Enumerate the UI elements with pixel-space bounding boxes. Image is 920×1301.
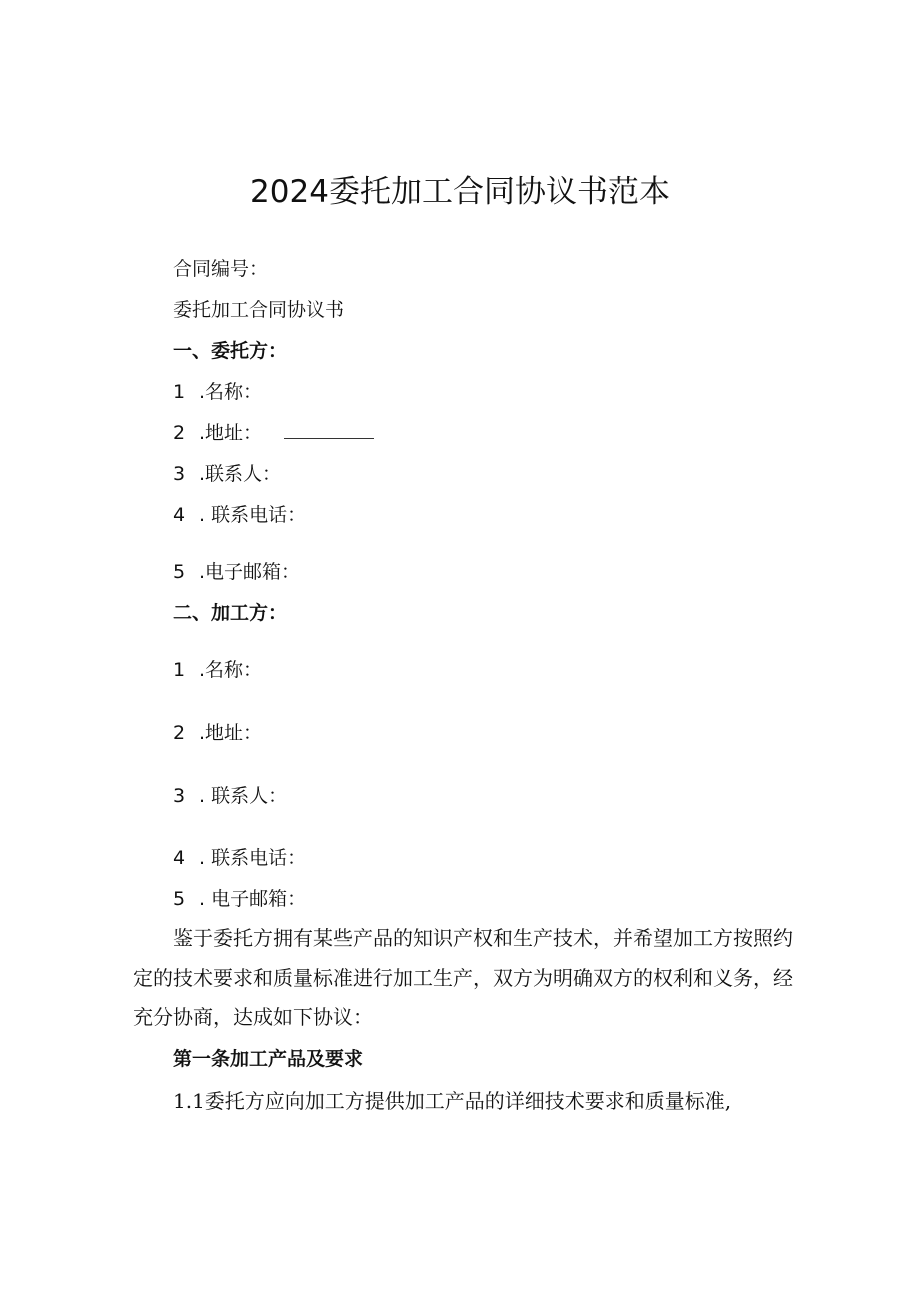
item-label: . 联系电话：	[199, 847, 307, 869]
item-label: .名称：	[199, 659, 263, 681]
item-number: 2	[173, 722, 186, 744]
party-a-item-email	[173, 559, 300, 585]
party-b-heading: 二、加工方：	[173, 602, 288, 624]
party-b-item-email	[173, 886, 306, 912]
party-a-item-address	[173, 420, 374, 446]
item-number: 4	[173, 504, 186, 526]
party-a-heading: 一、委托方：	[173, 340, 288, 362]
item-number: 4	[173, 847, 186, 869]
party-a-item-name	[173, 379, 262, 405]
document-title: 2024委托加工合同协议书范本	[250, 174, 670, 210]
item-label: .电子邮箱：	[199, 561, 301, 583]
item-label: . 联系人：	[199, 785, 288, 807]
party-b-item-address	[173, 720, 262, 746]
document-subtitle: 委托加工合同协议书	[173, 299, 345, 321]
article-1-heading: 第一条加工产品及要求	[173, 1048, 364, 1070]
fill-in-blank	[284, 437, 374, 439]
item-label: .联系人：	[199, 463, 282, 485]
item-number: 5	[173, 888, 186, 910]
item-number: 3	[173, 785, 186, 807]
clause-1-1: 1.1委托方应向加工方提供加工产品的详细技术要求和质量标准,	[173, 1089, 732, 1113]
item-label: .地址：	[199, 722, 263, 744]
item-label: .地址：	[199, 422, 263, 444]
item-number: 1	[173, 659, 186, 681]
party-a-item-phone	[173, 502, 306, 528]
party-a-item-contact	[173, 461, 281, 487]
item-label: . 电子邮箱：	[199, 888, 307, 910]
preamble-paragraph: 鉴于委托方拥有某些产品的知识产权和生产技术，并希望加工方按照约定的技术要求和质量标准进行加工生产，双方为明确双方的权利和义务，经充分协商，达成如下协议：	[133, 926, 793, 1029]
item-label: . 联系电话：	[199, 504, 307, 526]
party-b-item-name	[173, 657, 262, 683]
item-label: .名称：	[199, 381, 263, 403]
item-number: 2	[173, 422, 186, 444]
party-b-item-phone	[173, 845, 306, 871]
party-b-item-contact	[173, 783, 287, 809]
contract-number-label: 合同编号：	[173, 258, 269, 280]
item-number: 1	[173, 381, 186, 403]
item-number: 5	[173, 561, 186, 583]
item-number: 3	[173, 463, 186, 485]
